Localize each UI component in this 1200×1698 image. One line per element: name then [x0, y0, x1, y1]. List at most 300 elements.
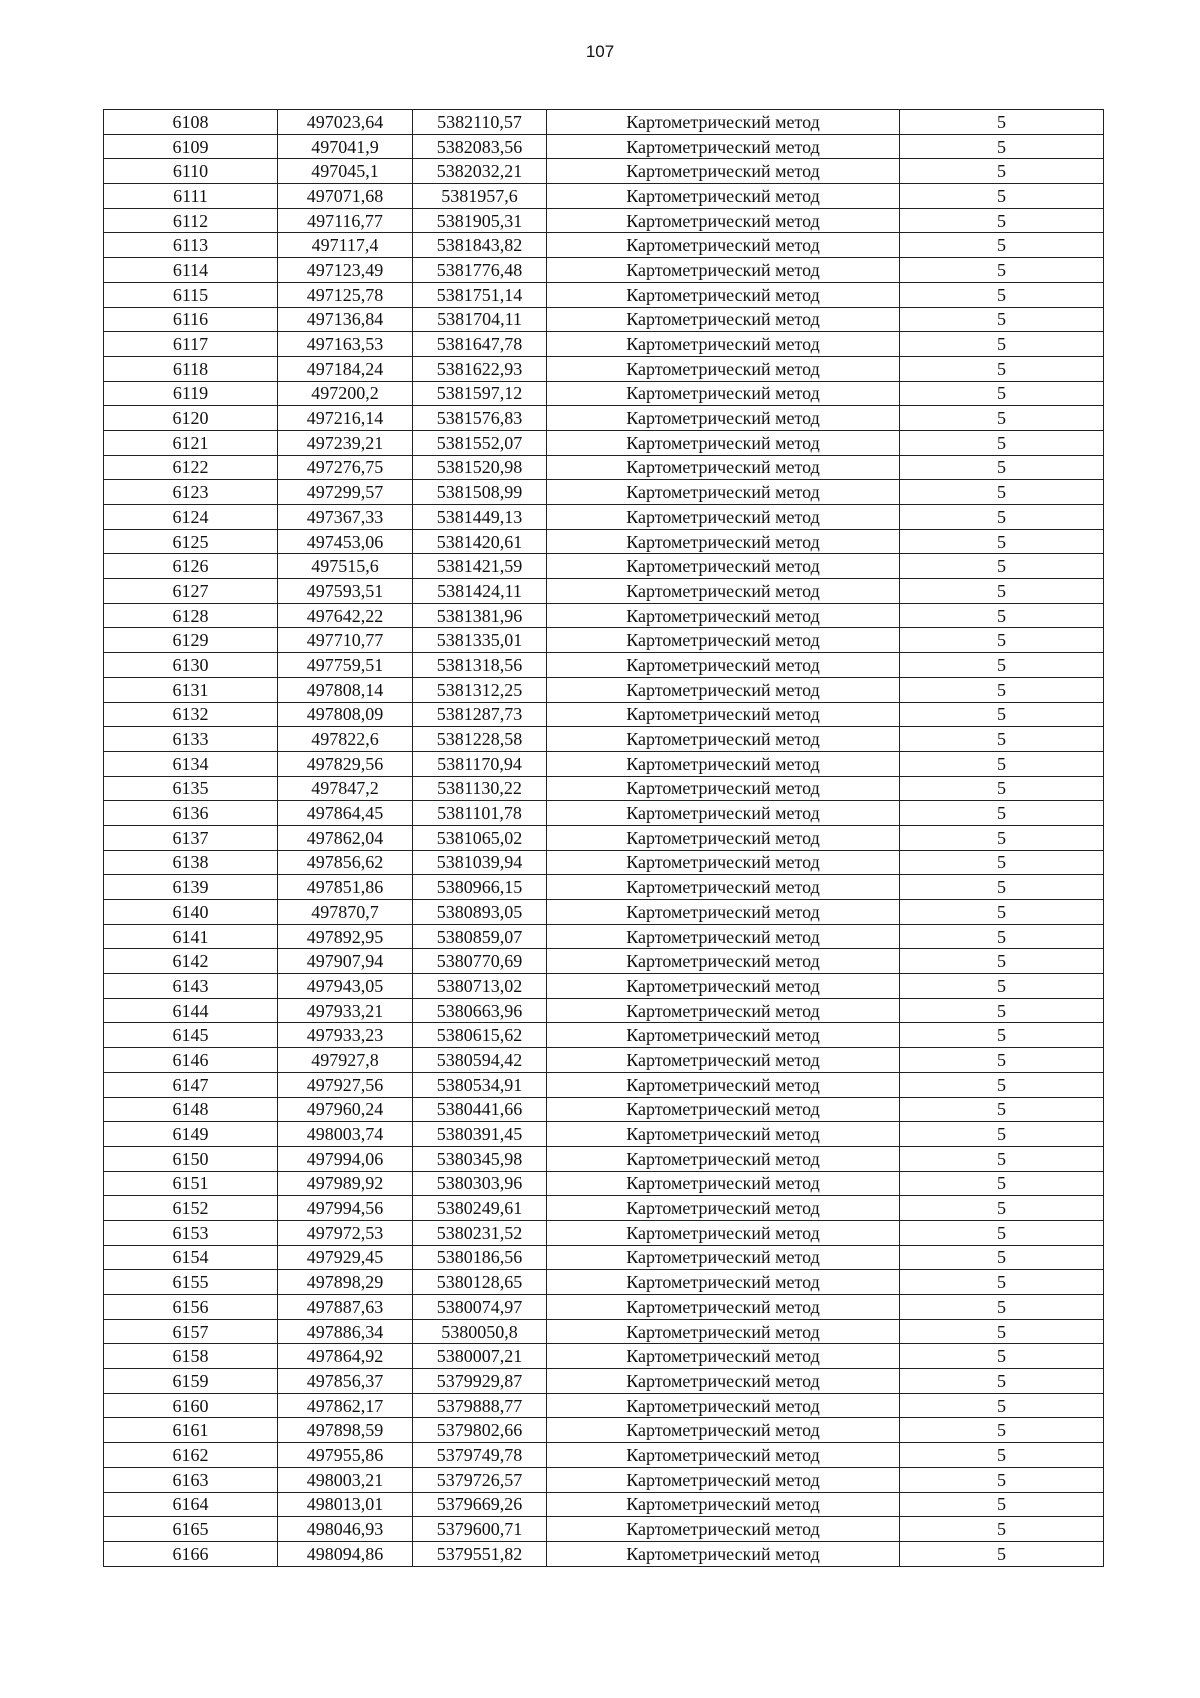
method-cell: Картометрический метод [547, 1220, 900, 1245]
method-cell: Картометрический метод [547, 1048, 900, 1073]
method-cell: Картометрический метод [547, 1097, 900, 1122]
accuracy-cell: 5 [900, 1541, 1104, 1566]
method-cell: Картометрический метод [547, 677, 900, 702]
point-number-cell: 6143 [104, 974, 278, 999]
x-coordinate-cell: 497960,24 [278, 1097, 413, 1122]
y-coordinate-cell: 5381520,98 [413, 455, 547, 480]
x-coordinate-cell: 497163,53 [278, 332, 413, 357]
y-coordinate-cell: 5380186,56 [413, 1245, 547, 1270]
table-row [104, 1171, 1104, 1196]
y-coordinate-cell: 5381905,31 [413, 208, 547, 233]
accuracy-cell: 5 [900, 924, 1104, 949]
method-cell: Картометрический метод [547, 653, 900, 678]
method-cell: Картометрический метод [547, 1146, 900, 1171]
table-row [104, 505, 1104, 530]
accuracy-cell: 5 [900, 233, 1104, 258]
point-number-cell: 6120 [104, 406, 278, 431]
accuracy-cell: 5 [900, 776, 1104, 801]
y-coordinate-cell: 5381957,6 [413, 184, 547, 209]
y-coordinate-cell: 5381647,78 [413, 332, 547, 357]
point-number-cell: 6162 [104, 1443, 278, 1468]
point-number-cell: 6109 [104, 134, 278, 159]
accuracy-cell: 5 [900, 1517, 1104, 1542]
point-number-cell: 6140 [104, 900, 278, 925]
point-number-cell: 6153 [104, 1220, 278, 1245]
accuracy-cell: 5 [900, 332, 1104, 357]
method-cell: Картометрический метод [547, 579, 900, 604]
x-coordinate-cell: 497892,95 [278, 924, 413, 949]
method-cell: Картометрический метод [547, 282, 900, 307]
x-coordinate-cell: 497367,33 [278, 505, 413, 530]
point-number-cell: 6131 [104, 677, 278, 702]
table-row [104, 233, 1104, 258]
method-cell: Картометрический метод [547, 184, 900, 209]
y-coordinate-cell: 5379726,57 [413, 1467, 547, 1492]
y-coordinate-cell: 5381065,02 [413, 825, 547, 850]
point-number-cell: 6157 [104, 1319, 278, 1344]
table-row [104, 751, 1104, 776]
table-row [104, 1072, 1104, 1097]
method-cell: Картометрический метод [547, 455, 900, 480]
point-number-cell: 6132 [104, 702, 278, 727]
accuracy-cell: 5 [900, 184, 1104, 209]
x-coordinate-cell: 497929,45 [278, 1245, 413, 1270]
method-cell: Картометрический метод [547, 529, 900, 554]
accuracy-cell: 5 [900, 455, 1104, 480]
point-number-cell: 6135 [104, 776, 278, 801]
x-coordinate-cell: 498013,01 [278, 1492, 413, 1517]
method-cell: Картометрический метод [547, 480, 900, 505]
y-coordinate-cell: 5381228,58 [413, 727, 547, 752]
x-coordinate-cell: 497453,06 [278, 529, 413, 554]
point-number-cell: 6130 [104, 653, 278, 678]
point-number-cell: 6122 [104, 455, 278, 480]
accuracy-cell: 5 [900, 1295, 1104, 1320]
accuracy-cell: 5 [900, 430, 1104, 455]
accuracy-cell: 5 [900, 1072, 1104, 1097]
point-number-cell: 6155 [104, 1270, 278, 1295]
table-row [104, 554, 1104, 579]
method-cell: Картометрический метод [547, 1541, 900, 1566]
accuracy-cell: 5 [900, 1097, 1104, 1122]
accuracy-cell: 5 [900, 949, 1104, 974]
point-number-cell: 6126 [104, 554, 278, 579]
table-row [104, 307, 1104, 332]
accuracy-cell: 5 [900, 727, 1104, 752]
point-number-cell: 6127 [104, 579, 278, 604]
point-number-cell: 6124 [104, 505, 278, 530]
accuracy-cell: 5 [900, 677, 1104, 702]
method-cell: Картометрический метод [547, 1517, 900, 1542]
accuracy-cell: 5 [900, 825, 1104, 850]
point-number-cell: 6114 [104, 258, 278, 283]
y-coordinate-cell: 5379888,77 [413, 1393, 547, 1418]
table-row [104, 1270, 1104, 1295]
x-coordinate-cell: 497045,1 [278, 159, 413, 184]
y-coordinate-cell: 5381776,48 [413, 258, 547, 283]
x-coordinate-cell: 497943,05 [278, 974, 413, 999]
table-row [104, 653, 1104, 678]
table-row [104, 1196, 1104, 1221]
y-coordinate-cell: 5380893,05 [413, 900, 547, 925]
x-coordinate-cell: 497856,37 [278, 1369, 413, 1394]
table-row [104, 1517, 1104, 1542]
method-cell: Картометрический метод [547, 208, 900, 233]
point-number-cell: 6134 [104, 751, 278, 776]
accuracy-cell: 5 [900, 1319, 1104, 1344]
x-coordinate-cell: 497125,78 [278, 282, 413, 307]
table-row [104, 406, 1104, 431]
x-coordinate-cell: 497870,7 [278, 900, 413, 925]
x-coordinate-cell: 497886,34 [278, 1319, 413, 1344]
table-row [104, 480, 1104, 505]
method-cell: Картометрический метод [547, 900, 900, 925]
y-coordinate-cell: 5381312,25 [413, 677, 547, 702]
method-cell: Картометрический метод [547, 603, 900, 628]
point-number-cell: 6145 [104, 1023, 278, 1048]
table-row [104, 258, 1104, 283]
accuracy-cell: 5 [900, 258, 1104, 283]
accuracy-cell: 5 [900, 1122, 1104, 1147]
y-coordinate-cell: 5381508,99 [413, 480, 547, 505]
method-cell: Картометрический метод [547, 1196, 900, 1221]
method-cell: Картометрический метод [547, 850, 900, 875]
method-cell: Картометрический метод [547, 159, 900, 184]
method-cell: Картометрический метод [547, 307, 900, 332]
x-coordinate-cell: 497116,77 [278, 208, 413, 233]
method-cell: Картометрический метод [547, 110, 900, 135]
method-cell: Картометрический метод [547, 628, 900, 653]
method-cell: Картометрический метод [547, 134, 900, 159]
y-coordinate-cell: 5381576,83 [413, 406, 547, 431]
x-coordinate-cell: 498046,93 [278, 1517, 413, 1542]
method-cell: Картометрический метод [547, 430, 900, 455]
x-coordinate-cell: 497927,56 [278, 1072, 413, 1097]
x-coordinate-cell: 497299,57 [278, 480, 413, 505]
point-number-cell: 6121 [104, 430, 278, 455]
point-number-cell: 6136 [104, 801, 278, 826]
method-cell: Картометрический метод [547, 1393, 900, 1418]
method-cell: Картометрический метод [547, 1319, 900, 1344]
accuracy-cell: 5 [900, 974, 1104, 999]
y-coordinate-cell: 5380303,96 [413, 1171, 547, 1196]
table-row [104, 529, 1104, 554]
x-coordinate-cell: 497216,14 [278, 406, 413, 431]
accuracy-cell: 5 [900, 628, 1104, 653]
y-coordinate-cell: 5380615,62 [413, 1023, 547, 1048]
accuracy-cell: 5 [900, 702, 1104, 727]
accuracy-cell: 5 [900, 1048, 1104, 1073]
y-coordinate-cell: 5381101,78 [413, 801, 547, 826]
table-row [104, 1393, 1104, 1418]
table-row [104, 455, 1104, 480]
point-number-cell: 6152 [104, 1196, 278, 1221]
y-coordinate-cell: 5380534,91 [413, 1072, 547, 1097]
table-row [104, 801, 1104, 826]
method-cell: Картометрический метод [547, 924, 900, 949]
accuracy-cell: 5 [900, 1171, 1104, 1196]
table-row [104, 900, 1104, 925]
y-coordinate-cell: 5380859,07 [413, 924, 547, 949]
y-coordinate-cell: 5380345,98 [413, 1146, 547, 1171]
table-row [104, 1220, 1104, 1245]
accuracy-cell: 5 [900, 579, 1104, 604]
y-coordinate-cell: 5382110,57 [413, 110, 547, 135]
table-row [104, 1319, 1104, 1344]
x-coordinate-cell: 497239,21 [278, 430, 413, 455]
table-row [104, 1492, 1104, 1517]
table-row [104, 603, 1104, 628]
method-cell: Картометрический метод [547, 233, 900, 258]
method-cell: Картометрический метод [547, 751, 900, 776]
table-row [104, 1097, 1104, 1122]
point-number-cell: 6112 [104, 208, 278, 233]
point-number-cell: 6128 [104, 603, 278, 628]
y-coordinate-cell: 5379551,82 [413, 1541, 547, 1566]
y-coordinate-cell: 5380007,21 [413, 1344, 547, 1369]
y-coordinate-cell: 5381318,56 [413, 653, 547, 678]
x-coordinate-cell: 497864,45 [278, 801, 413, 826]
y-coordinate-cell: 5380074,97 [413, 1295, 547, 1320]
y-coordinate-cell: 5381170,94 [413, 751, 547, 776]
x-coordinate-cell: 497759,51 [278, 653, 413, 678]
y-coordinate-cell: 5381287,73 [413, 702, 547, 727]
x-coordinate-cell: 497862,04 [278, 825, 413, 850]
accuracy-cell: 5 [900, 1196, 1104, 1221]
x-coordinate-cell: 497184,24 [278, 356, 413, 381]
point-number-cell: 6158 [104, 1344, 278, 1369]
point-number-cell: 6108 [104, 110, 278, 135]
table-row [104, 924, 1104, 949]
x-coordinate-cell: 497989,92 [278, 1171, 413, 1196]
table-row [104, 1541, 1104, 1566]
method-cell: Картометрический метод [547, 554, 900, 579]
table-row [104, 702, 1104, 727]
point-number-cell: 6156 [104, 1295, 278, 1320]
x-coordinate-cell: 497933,23 [278, 1023, 413, 1048]
point-number-cell: 6133 [104, 727, 278, 752]
method-cell: Картометрический метод [547, 1245, 900, 1270]
method-cell: Картометрический метод [547, 702, 900, 727]
point-number-cell: 6111 [104, 184, 278, 209]
table-row [104, 208, 1104, 233]
table-row [104, 110, 1104, 135]
table-row [104, 1023, 1104, 1048]
x-coordinate-cell: 497933,21 [278, 998, 413, 1023]
point-number-cell: 6110 [104, 159, 278, 184]
table-row [104, 776, 1104, 801]
table-row [104, 430, 1104, 455]
point-number-cell: 6159 [104, 1369, 278, 1394]
point-number-cell: 6144 [104, 998, 278, 1023]
x-coordinate-cell: 497593,51 [278, 579, 413, 604]
accuracy-cell: 5 [900, 1443, 1104, 1468]
point-number-cell: 6150 [104, 1146, 278, 1171]
accuracy-cell: 5 [900, 1369, 1104, 1394]
point-number-cell: 6137 [104, 825, 278, 850]
accuracy-cell: 5 [900, 751, 1104, 776]
accuracy-cell: 5 [900, 1023, 1104, 1048]
y-coordinate-cell: 5381751,14 [413, 282, 547, 307]
method-cell: Картометрический метод [547, 381, 900, 406]
y-coordinate-cell: 5381449,13 [413, 505, 547, 530]
y-coordinate-cell: 5379669,26 [413, 1492, 547, 1517]
x-coordinate-cell: 497710,77 [278, 628, 413, 653]
y-coordinate-cell: 5380594,42 [413, 1048, 547, 1073]
accuracy-cell: 5 [900, 998, 1104, 1023]
point-number-cell: 6139 [104, 875, 278, 900]
x-coordinate-cell: 497136,84 [278, 307, 413, 332]
y-coordinate-cell: 5380713,02 [413, 974, 547, 999]
x-coordinate-cell: 497994,56 [278, 1196, 413, 1221]
point-number-cell: 6147 [104, 1072, 278, 1097]
table-row [104, 1048, 1104, 1073]
table-row [104, 159, 1104, 184]
table-row [104, 1146, 1104, 1171]
y-coordinate-cell: 5381039,94 [413, 850, 547, 875]
x-coordinate-cell: 497994,06 [278, 1146, 413, 1171]
point-number-cell: 6117 [104, 332, 278, 357]
y-coordinate-cell: 5380441,66 [413, 1097, 547, 1122]
accuracy-cell: 5 [900, 1270, 1104, 1295]
point-number-cell: 6151 [104, 1171, 278, 1196]
accuracy-cell: 5 [900, 529, 1104, 554]
x-coordinate-cell: 497851,86 [278, 875, 413, 900]
x-coordinate-cell: 497887,63 [278, 1295, 413, 1320]
accuracy-cell: 5 [900, 801, 1104, 826]
table-row [104, 1467, 1104, 1492]
accuracy-cell: 5 [900, 505, 1104, 530]
table-row [104, 1443, 1104, 1468]
table-row [104, 727, 1104, 752]
point-number-cell: 6123 [104, 480, 278, 505]
method-cell: Картометрический метод [547, 1270, 900, 1295]
y-coordinate-cell: 5380128,65 [413, 1270, 547, 1295]
method-cell: Картометрический метод [547, 1467, 900, 1492]
y-coordinate-cell: 5380663,96 [413, 998, 547, 1023]
x-coordinate-cell: 497927,8 [278, 1048, 413, 1073]
table-row [104, 875, 1104, 900]
x-coordinate-cell: 497276,75 [278, 455, 413, 480]
table-row [104, 974, 1104, 999]
y-coordinate-cell: 5381335,01 [413, 628, 547, 653]
coordinates-table [103, 109, 1104, 1567]
y-coordinate-cell: 5379802,66 [413, 1418, 547, 1443]
point-number-cell: 6129 [104, 628, 278, 653]
method-cell: Картометрический метод [547, 801, 900, 826]
page-number: 107 [585, 42, 615, 61]
y-coordinate-cell: 5381622,93 [413, 356, 547, 381]
method-cell: Картометрический метод [547, 1369, 900, 1394]
point-number-cell: 6125 [104, 529, 278, 554]
method-cell: Картометрический метод [547, 1418, 900, 1443]
accuracy-cell: 5 [900, 110, 1104, 135]
x-coordinate-cell: 497864,92 [278, 1344, 413, 1369]
method-cell: Картометрический метод [547, 406, 900, 431]
point-number-cell: 6154 [104, 1245, 278, 1270]
table-row [104, 356, 1104, 381]
point-number-cell: 6146 [104, 1048, 278, 1073]
accuracy-cell: 5 [900, 1393, 1104, 1418]
table-row [104, 381, 1104, 406]
point-number-cell: 6116 [104, 307, 278, 332]
x-coordinate-cell: 498003,74 [278, 1122, 413, 1147]
y-coordinate-cell: 5382032,21 [413, 159, 547, 184]
method-cell: Картометрический метод [547, 727, 900, 752]
x-coordinate-cell: 497907,94 [278, 949, 413, 974]
accuracy-cell: 5 [900, 603, 1104, 628]
table-row [104, 579, 1104, 604]
x-coordinate-cell: 497898,59 [278, 1418, 413, 1443]
method-cell: Картометрический метод [547, 1492, 900, 1517]
y-coordinate-cell: 5380770,69 [413, 949, 547, 974]
y-coordinate-cell: 5381843,82 [413, 233, 547, 258]
accuracy-cell: 5 [900, 1146, 1104, 1171]
point-number-cell: 6142 [104, 949, 278, 974]
coordinates-table-body [104, 110, 1104, 1567]
y-coordinate-cell: 5380966,15 [413, 875, 547, 900]
accuracy-cell: 5 [900, 134, 1104, 159]
method-cell: Картометрический метод [547, 1023, 900, 1048]
accuracy-cell: 5 [900, 875, 1104, 900]
method-cell: Картометрический метод [547, 1344, 900, 1369]
x-coordinate-cell: 497200,2 [278, 381, 413, 406]
y-coordinate-cell: 5381704,11 [413, 307, 547, 332]
table-row [104, 998, 1104, 1023]
y-coordinate-cell: 5380249,61 [413, 1196, 547, 1221]
x-coordinate-cell: 497023,64 [278, 110, 413, 135]
table-row [104, 825, 1104, 850]
table-row [104, 134, 1104, 159]
y-coordinate-cell: 5381420,61 [413, 529, 547, 554]
x-coordinate-cell: 498003,21 [278, 1467, 413, 1492]
point-number-cell: 6149 [104, 1122, 278, 1147]
accuracy-cell: 5 [900, 381, 1104, 406]
y-coordinate-cell: 5381421,59 [413, 554, 547, 579]
y-coordinate-cell: 5380391,45 [413, 1122, 547, 1147]
method-cell: Картометрический метод [547, 356, 900, 381]
y-coordinate-cell: 5379749,78 [413, 1443, 547, 1468]
accuracy-cell: 5 [900, 850, 1104, 875]
point-number-cell: 6138 [104, 850, 278, 875]
x-coordinate-cell: 497123,49 [278, 258, 413, 283]
point-number-cell: 6119 [104, 381, 278, 406]
x-coordinate-cell: 497898,29 [278, 1270, 413, 1295]
accuracy-cell: 5 [900, 480, 1104, 505]
table-row [104, 332, 1104, 357]
accuracy-cell: 5 [900, 356, 1104, 381]
table-row [104, 628, 1104, 653]
x-coordinate-cell: 497862,17 [278, 1393, 413, 1418]
x-coordinate-cell: 497829,56 [278, 751, 413, 776]
accuracy-cell: 5 [900, 1245, 1104, 1270]
table-row [104, 282, 1104, 307]
method-cell: Картометрический метод [547, 949, 900, 974]
y-coordinate-cell: 5381130,22 [413, 776, 547, 801]
accuracy-cell: 5 [900, 1467, 1104, 1492]
y-coordinate-cell: 5380050,8 [413, 1319, 547, 1344]
method-cell: Картометрический метод [547, 776, 900, 801]
method-cell: Картометрический метод [547, 1171, 900, 1196]
y-coordinate-cell: 5380231,52 [413, 1220, 547, 1245]
x-coordinate-cell: 497642,22 [278, 603, 413, 628]
accuracy-cell: 5 [900, 1220, 1104, 1245]
x-coordinate-cell: 497515,6 [278, 554, 413, 579]
accuracy-cell: 5 [900, 1344, 1104, 1369]
y-coordinate-cell: 5381597,12 [413, 381, 547, 406]
table-row [104, 677, 1104, 702]
method-cell: Картометрический метод [547, 332, 900, 357]
